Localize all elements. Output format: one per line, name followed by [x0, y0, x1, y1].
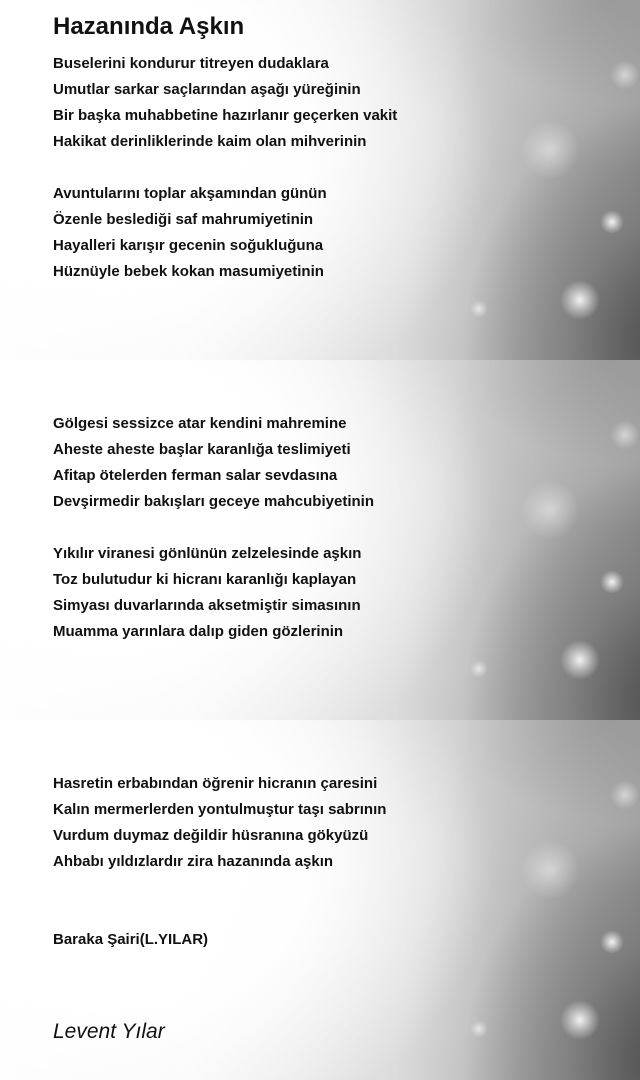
poem-line: Devşirmedir bakışları geceye mahcubiyetinin — [53, 493, 374, 510]
poem-panel-1 — [0, 0, 640, 360]
poem-line: Hayalleri karışır gecenin soğukluğuna — [53, 237, 324, 254]
poem-line: Umutlar sarkar saçlarından aşağı yüreğinin — [53, 81, 361, 98]
bokeh-light — [520, 480, 580, 540]
bokeh-light — [520, 120, 580, 180]
poem-line: Yıkılır viranesi gönlünün zelzelesinde aşkın — [53, 545, 362, 562]
bokeh-light — [560, 1000, 600, 1040]
poem-line: Hüznüyle bebek kokan masumiyetinin — [53, 263, 324, 280]
poem-line: Kalın mermerlerden yontulmuştur taşı sabrının — [53, 801, 387, 818]
poem-line: Hakikat derinliklerinde kaim olan mihverinin — [53, 133, 367, 150]
bokeh-light — [560, 280, 600, 320]
poem-line: Ahbabı yıldızlardır zira hazanında aşkın — [53, 853, 334, 870]
poem-line: Özenle beslediği saf mahrumiyetinin — [53, 211, 314, 228]
bokeh-light — [610, 420, 640, 450]
bokeh-light — [600, 930, 624, 954]
stanza-2 — [53, 181, 327, 285]
poem-panel-3 — [0, 720, 640, 1080]
poem-line: Gölgesi sessizce atar kendini mahremine — [53, 415, 347, 432]
stanza-4 — [53, 541, 361, 645]
poem-line: Buselerini kondurur titreyen dudaklara — [53, 55, 329, 72]
poem-line: Hasretin erbabından öğrenir hicranın çaresini — [53, 775, 378, 792]
stanza-5 — [53, 771, 386, 875]
poem-panel-2 — [0, 360, 640, 720]
poem-line: Bir başka muhabbetine hazırlanır geçerken vakit — [53, 107, 398, 124]
poem-line: Aheste aheste başlar karanlığa teslimiyeti — [53, 441, 351, 458]
poem-title: Hazanında Aşkın — [53, 13, 245, 40]
poem-line: Vurdum duymaz değildir hüsranına gökyüzü — [53, 827, 369, 844]
stanza-1 — [53, 51, 397, 155]
poem-line: Toz bulutudur ki hicranı karanlığı kaplayan — [53, 571, 357, 588]
poem-line: Avuntularını toplar akşamından günün — [53, 185, 327, 202]
bokeh-light — [610, 780, 640, 810]
bokeh-light — [470, 1020, 488, 1038]
poem-line: Muamma yarınlara dalıp giden gözlerinin — [53, 623, 344, 640]
poem-attribution: Baraka Şairi(L.YILAR) — [53, 931, 209, 948]
bokeh-light — [520, 840, 580, 900]
poem-line: Simyası duvarlarında aksetmiştir simasının — [53, 597, 361, 614]
bokeh-light — [470, 660, 488, 678]
stanza-3 — [53, 411, 374, 515]
bokeh-light — [600, 570, 624, 594]
bokeh-light — [560, 640, 600, 680]
bokeh-light — [610, 60, 640, 90]
bokeh-light — [470, 300, 488, 318]
bokeh-light — [600, 210, 624, 234]
poem-line: Afitap ötelerden ferman salar sevdasına — [53, 467, 338, 484]
author-signature: Levent Yılar — [53, 1020, 165, 1043]
